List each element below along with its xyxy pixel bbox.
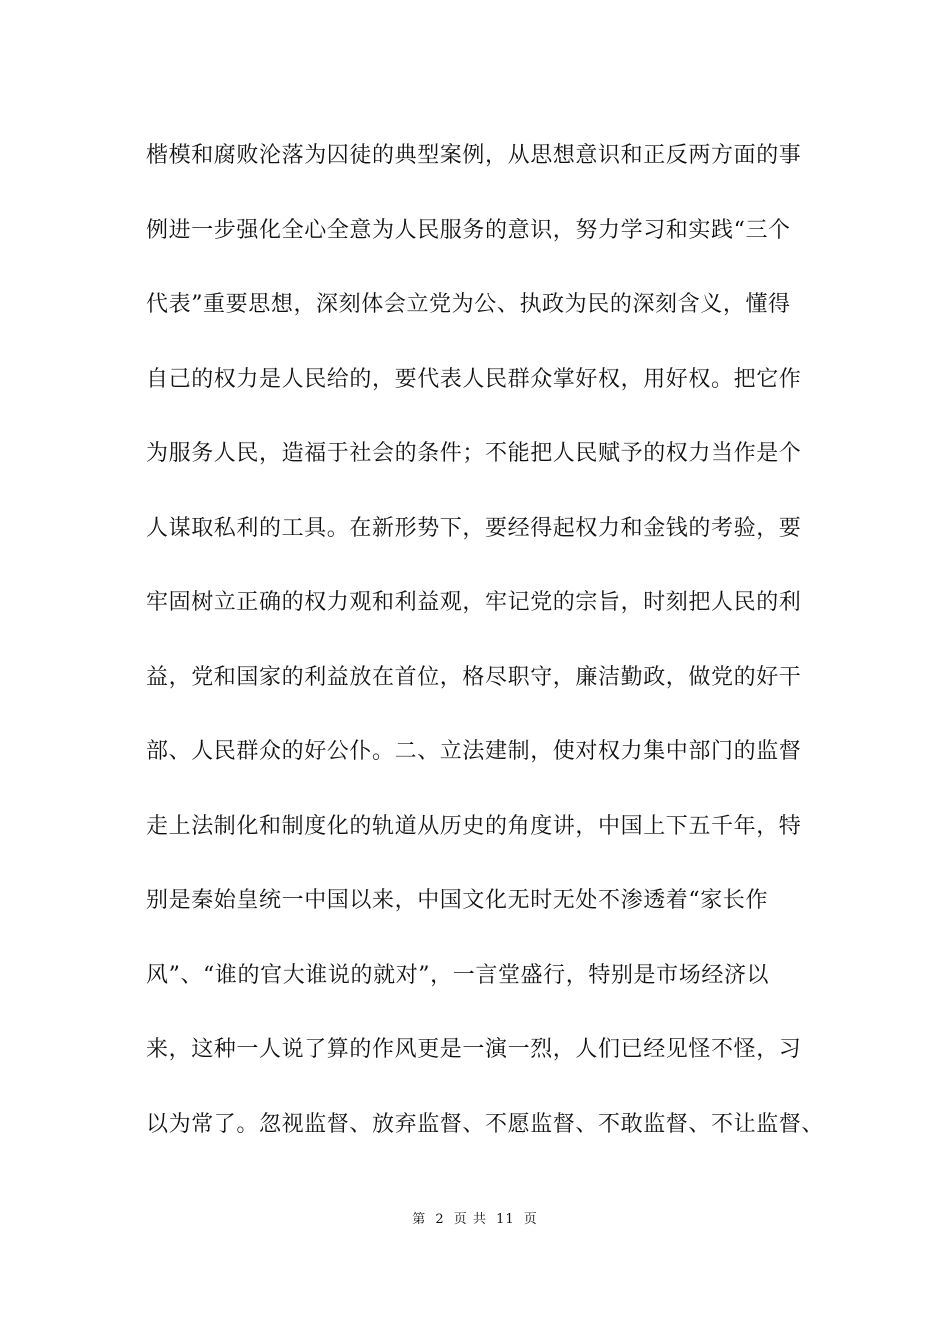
text-line: 楷模和腐败沦落为囚徒的典型案例，从思想意识和正反两方面的事: [146, 143, 802, 168]
text-line: 风”、“谁的官大谁说的就对”，一言堂盛行，特别是市场经济以: [146, 962, 770, 988]
footer-prefix: 第: [412, 1212, 427, 1227]
text-line: 自己的权力是人民给的，要代表人民群众掌好权，用好权。把它作: [146, 366, 802, 392]
text-line: 代表”重要思想，深刻体会立党为公、执政为民的深刻含义，懂得: [146, 292, 791, 317]
body-text: [146, 136, 836, 1179]
footer-total-pages: 11: [496, 1212, 515, 1227]
text-line: 别是秦始皇统一中国以来，中国文化无时无处不渗透着“家长作: [146, 888, 769, 913]
text-line: 益，党和国家的利益放在首位，格尽职守，廉洁勤政，做党的好干: [146, 664, 802, 690]
text-line: 为服务人民，造福于社会的条件；不能把人民赋予的权力当作是个: [146, 441, 802, 466]
text-line: 来，这种一人说了算的作风更是一演一烈，人们已经见怪不怪，习: [146, 1037, 802, 1062]
text-line: 走上法制化和制度化的轨道从历史的角度讲，中国上下五千年，特: [146, 813, 802, 839]
text-line: 例进一步强化全心全意为人民服务的意识，努力学习和实践“三个: [146, 217, 791, 243]
footer-suffix: 页: [523, 1212, 538, 1227]
text-line: 牢固树立正确的权力观和利益观，牢记党的宗旨，时刻把人民的利: [146, 590, 802, 615]
text-line: 以为常了。忽视监督、放弃监督、不愿监督、不敢监督、不让监督、: [146, 1111, 825, 1137]
text-line: 人谋取私利的工具。在新形势下，要经得起权力和金钱的考验，要: [146, 515, 802, 541]
footer-page-number: 2: [435, 1212, 445, 1227]
text-line: 部、人民群众的好公仆。二、立法建制，使对权力集中部门的监督: [146, 739, 802, 764]
footer-middle: 页 共: [453, 1212, 487, 1227]
page-footer: [0, 1208, 950, 1227]
